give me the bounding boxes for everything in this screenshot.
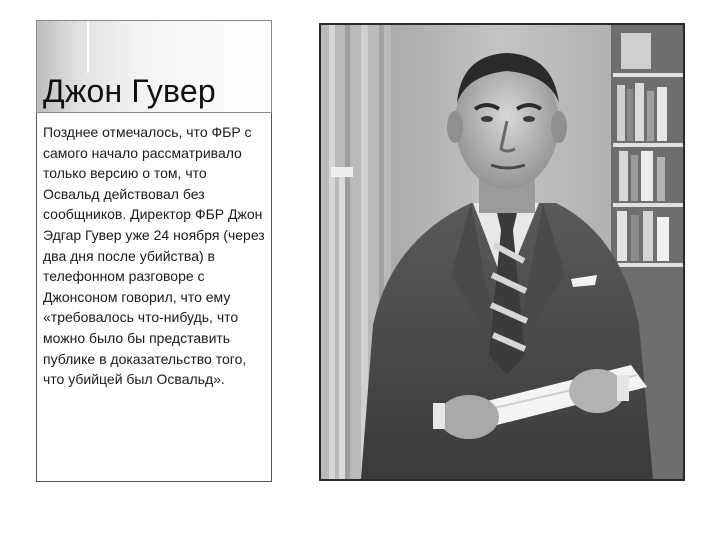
- title-panel: [36, 20, 272, 113]
- text-panel: [36, 113, 272, 482]
- portrait-illustration: [321, 25, 683, 479]
- portrait-photo: [319, 23, 685, 481]
- slide-title: Джон Гувер: [43, 73, 216, 109]
- slide-body-text: Позднее отмечалось, что ФБР с самого начало рассматривало только версию о том, что Освальд действовал без сообщников. Директор ФБР Джон Эдгар Гувер уже 24 ноября (через два дня после убийства) в телефонном разговоре с Джонсоном говорил, что ему «требовалось что-нибудь, что можно было бы представить публике в доказательство того, что убийцей был Освальд».: [43, 124, 265, 388]
